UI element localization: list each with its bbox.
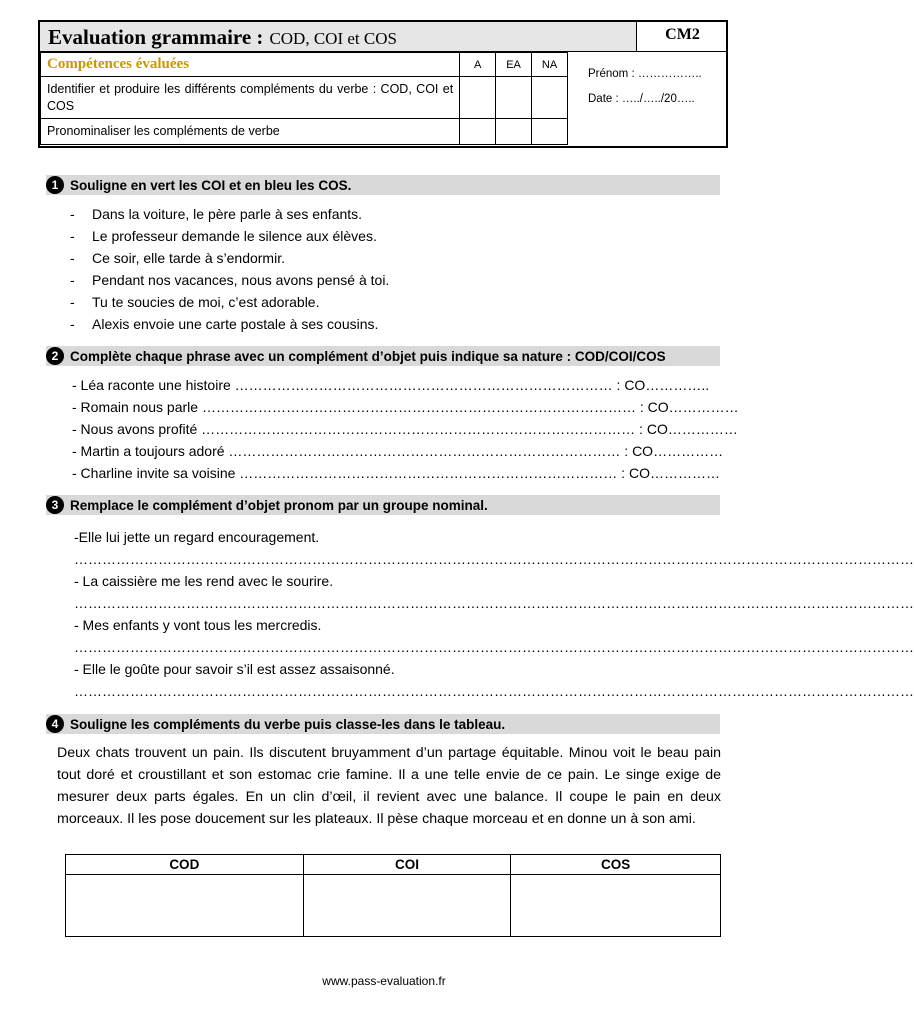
level-label: CM2 — [636, 22, 728, 52]
grade-cell[interactable] — [496, 77, 532, 119]
competences-title: Compétences évaluées — [47, 56, 190, 72]
col-header-coi: COI — [303, 855, 511, 875]
fill-line[interactable]: - Léa raconte une histoire ……………………………………………………………………… : CO………….. — [72, 377, 710, 393]
exercise-3-header — [46, 495, 720, 515]
list-item: - Pendant nos vacances, nous avons pensé à toi. — [70, 272, 390, 288]
footer-url: www.pass-evaluation.fr — [322, 974, 446, 988]
page-subtitle: COD, COI et COS — [269, 29, 397, 48]
col-header-ea: EA — [496, 53, 532, 77]
fill-line[interactable]: - Nous avons profité ………………………………………………………………………………… : CO…………… — [72, 421, 738, 437]
grade-cell[interactable] — [532, 119, 568, 145]
exercise-number-badge: 3 — [46, 496, 64, 514]
prenom-field[interactable]: Prénom : …………….. — [588, 68, 702, 80]
date-field[interactable]: Date : …../…../20….. — [588, 93, 695, 105]
answer-line[interactable]: ……………………………………………………………………………………………………………………………………………………………… — [74, 595, 914, 611]
exercise-4-title: Souligne les compléments du verbe puis classe-les dans le tableau. — [70, 716, 506, 732]
exercise-1-title: Souligne en vert les COI et en bleu les COS. — [70, 177, 352, 193]
exercise-2-lines — [72, 374, 739, 484]
exercise-2-header — [46, 346, 720, 366]
answer-line[interactable]: ……………………………………………………………………………………………………………………………………………………………… — [74, 683, 914, 699]
page-title: Evaluation grammaire : — [48, 25, 264, 49]
student-info — [588, 68, 718, 118]
col-header-cos: COS — [511, 855, 721, 875]
exercise-2-title: Complète chaque phrase avec un complément d’objet puis indique sa nature : COD/COI/COS — [70, 348, 666, 364]
evaluation-header — [38, 20, 728, 148]
grade-cell[interactable] — [460, 77, 496, 119]
exercise-number-badge: 2 — [46, 347, 64, 365]
cod-answer-cell[interactable] — [66, 875, 304, 937]
question-text: - La caissière me les rend avec le sourire. — [74, 573, 334, 589]
exercise-3-title: Remplace le complément d’objet pronom par un groupe nominal. — [70, 497, 488, 513]
fill-line[interactable]: - Martin a toujours adoré ………………………………………………………………………… : CO…………… — [72, 443, 724, 459]
list-item: - Dans la voiture, le père parle à ses enfants. — [70, 206, 363, 222]
grade-cell[interactable] — [460, 119, 496, 145]
grade-cell[interactable] — [496, 119, 532, 145]
question-text: - Elle le goûte pour savoir s’il est assez assaisonné. — [74, 661, 395, 677]
col-header-a: A — [460, 53, 496, 77]
answer-line[interactable]: ……………………………………………………………………………………………………………………………………………………………… — [74, 551, 914, 567]
exercise-3-questions — [74, 526, 914, 702]
exercise-4-header — [46, 714, 720, 734]
title-bar — [40, 22, 636, 52]
competences-table — [40, 52, 568, 145]
exercise-4-text: Deux chats trouvent un pain. Ils discutent bruyamment d’un partage équitable. Minou voit le beau pain tout doré et croustillant et son estomac crie famine. Il a une telle envie de ce pain. Le singe exige de mesurer deux parts égales. En un clin d’œil, il revient avec une balance. Il coupe le pain en deux morceaux. Il les pose doucement sur les plateaux. Il pèse chaque morceau et en donne un à son ami. — [57, 745, 721, 827]
list-item: - Le professeur demande le silence aux élèves. — [70, 228, 377, 244]
exercise-1-sentences — [70, 203, 389, 335]
fill-line[interactable]: - Charline invite sa voisine ……………………………………………………………………… : CO…………… — [72, 465, 720, 481]
cos-answer-cell[interactable] — [511, 875, 721, 937]
answer-line[interactable]: ……………………………………………………………………………………………………………………………………………………………… — [74, 639, 914, 655]
competence-1: Identifier et produire les différents compléments du verbe : COD, COI et COS — [41, 77, 460, 119]
exercise-number-badge: 4 — [46, 715, 64, 733]
exercise-number-badge: 1 — [46, 176, 64, 194]
grade-cell[interactable] — [532, 77, 568, 119]
fill-line[interactable]: - Romain nous parle ………………………………………………………………………………… : CO…………… — [72, 399, 739, 415]
list-item: - Alexis envoie une carte postale à ses cousins. — [70, 316, 379, 332]
list-item: - Tu te soucies de moi, c’est adorable. — [70, 294, 320, 310]
classification-table — [65, 854, 721, 937]
exercise-1-header — [46, 175, 720, 195]
list-item: - Ce soir, elle tarde à s’endormir. — [70, 250, 285, 266]
competence-2: Pronominaliser les compléments de verbe — [41, 119, 460, 145]
col-header-cod: COD — [66, 855, 304, 875]
question-text: - Mes enfants y vont tous les mercredis. — [74, 617, 322, 633]
competences-title-cell — [41, 53, 460, 77]
coi-answer-cell[interactable] — [303, 875, 511, 937]
col-header-na: NA — [532, 53, 568, 77]
question-text: -Elle lui jette un regard encouragement. — [74, 529, 320, 545]
